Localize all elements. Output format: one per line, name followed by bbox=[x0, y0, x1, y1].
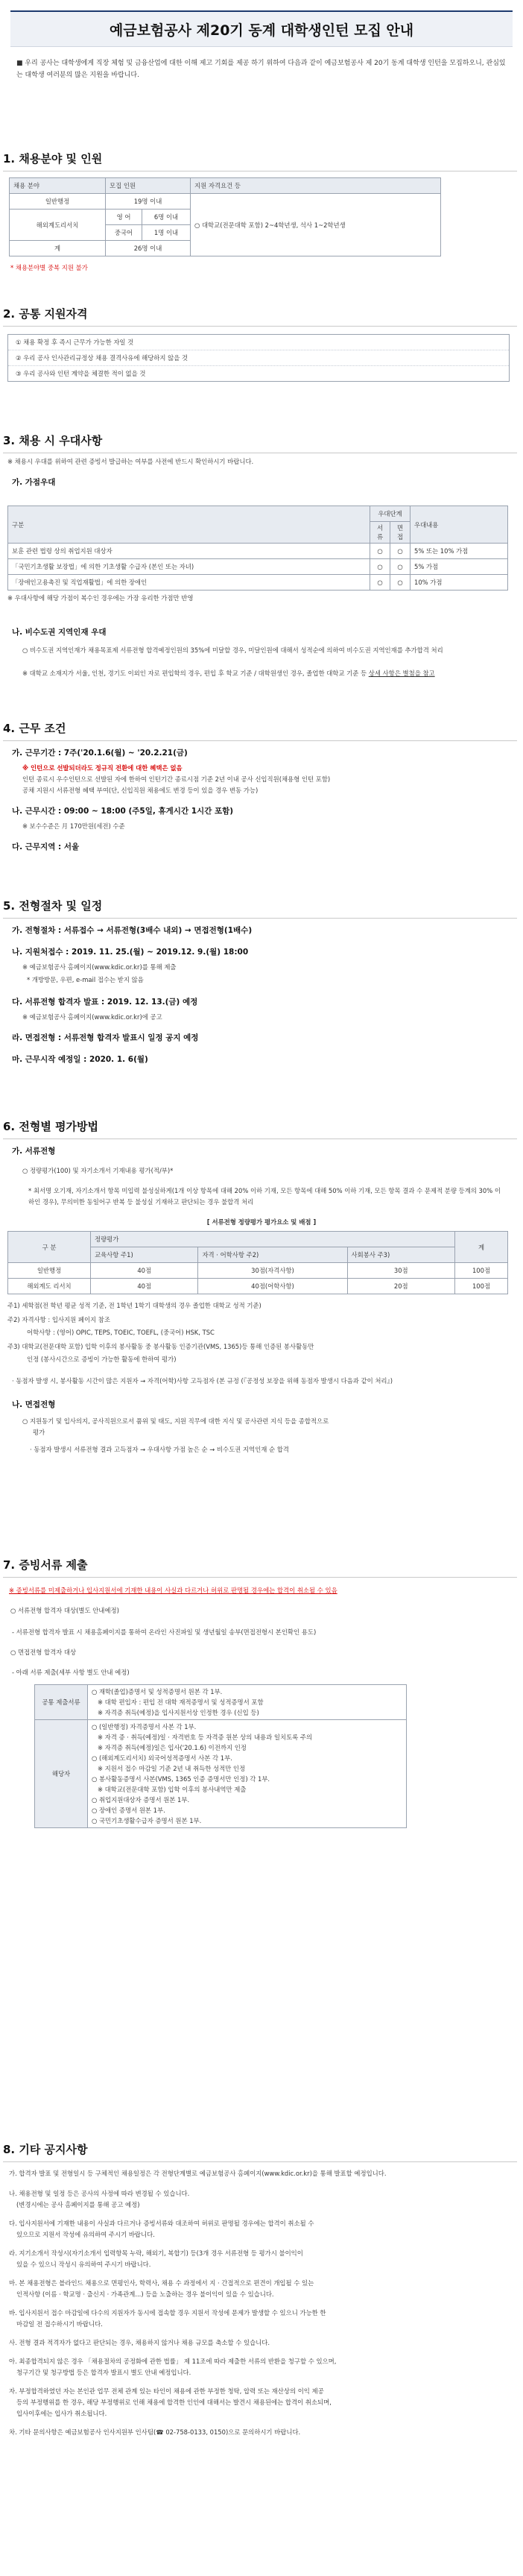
process-steps: 가. 전형절차 : 서류접수 → 서류전형(3배수 내외) → 면접전형(1배수) bbox=[12, 926, 253, 935]
tie-break-note: · 동점자 발생시 서류전형 결과 고득점자 → 우대사항 가점 높은 순 → 비수도권 지역인재 순 합격 bbox=[30, 1446, 289, 1453]
section-preferences bbox=[0, 432, 523, 679]
list-item: ※ 대학 편입자 : 편입 전 대학 재적증명서 및 성적증명서 포함 bbox=[98, 1698, 264, 1706]
list-item: ※ 대학교(전문대학 포함) 입학 이후의 봉사내역만 제출 bbox=[98, 1786, 247, 1793]
section-heading: 1. 채용분야 및 인원 bbox=[3, 151, 517, 171]
table-row bbox=[8, 559, 508, 575]
section-heading: 6. 전형별 평가방법 bbox=[3, 1118, 517, 1139]
positions-table bbox=[9, 177, 441, 256]
note-line: 인턴 종료시 우수인턴으로 선발된 자에 한하여 인턴기간 종료시점 기준 2년 이내 공사 신입직원(채용형 인턴 포함) bbox=[22, 775, 331, 783]
notice-item: 차. 기타 문의사항은 예금보험공사 인사지원부 인사팀(☎ 02-758-0133, 0150)으로 문의하시기 바랍니다. bbox=[9, 2428, 301, 2436]
notice-item: 있을 수 있으니 작성시 유의하여 주시기 바랍니다. bbox=[16, 2261, 151, 2268]
table-cell: ○ bbox=[390, 575, 411, 591]
note-text: ※ 대학교 소재지가 서울, 인천, 경기도 이외인 자로 편입학의 경우, 편입 후 학교 기준 / 대학원생인 경우, 졸업한 대학교 기준 등 bbox=[22, 670, 369, 677]
section-notices bbox=[0, 2141, 523, 2438]
interview-stage: 라. 면접전형 : 서류전형 합격자 발표시 일정 공지 예정 bbox=[12, 1033, 199, 1042]
table-header: 채용 분야 bbox=[10, 178, 106, 194]
note-line: * 개방방문, 우편, e-mail 접수는 받지 않음 bbox=[27, 976, 144, 983]
start-date: 마. 근무시작 예정일 : 2020. 1. 6(월) bbox=[12, 1055, 148, 1064]
subheading: 가. 서류전형 bbox=[12, 1147, 56, 1156]
table-header: 계 bbox=[455, 1232, 508, 1263]
section-heading: 5. 전형절차 및 일정 bbox=[3, 898, 517, 919]
table-cell: ○ bbox=[370, 544, 390, 559]
notice-item: 마. 본 채용전형은 블라인드 채용으로 면평인사, 학력사, 채용 수 과정에서 지 · 간접적으로 편견이 개입될 수 있는 bbox=[9, 2279, 314, 2287]
notice-item: 나. 채용전형 및 일정 등은 공사의 사정에 따라 변경될 수 있습니다. bbox=[9, 2190, 190, 2197]
note-line: ※ 예금보험공사 홈페이지(www.kdic.or.kr)를 통해 제출 bbox=[22, 963, 177, 971]
work-location: 다. 근무지역 : 서울 bbox=[12, 843, 80, 851]
doc-note: - 서류전형 합격자 발표 시 채용홈페이지를 통하여 온라인 사진파일 및 생년월일 송부(면접전형시 본인확인 용도) bbox=[12, 1628, 317, 1636]
table-note: ※ 우대사항에 해당 가점이 복수인 경우에는 가장 유리한 가점만 반영 bbox=[7, 594, 194, 602]
tie-break-note: · 동점자 발생 시, 봉사활동 시간이 많은 지원자 → 자격(어학)사항 고득점자 (본 규정 (『공정성 보장을 위해 동점자 발생시 다음과 같이 처리』) bbox=[12, 1377, 393, 1385]
section-qualifications bbox=[0, 306, 523, 382]
list-item: ※ 자격 증 · 취득(예정)일 · 자격번호 등 자격증 원본 상의 내용과 일치토록 주의 bbox=[98, 1733, 313, 1741]
table-cell: 5% 또는 10% 가점 bbox=[411, 544, 508, 559]
document-result: 다. 서류전형 합격자 발표 : 2019. 12. 13.(금) 예정 bbox=[12, 998, 198, 1007]
notice-item: 사. 전형 결과 적격자가 없다고 판단되는 경우, 채용하지 않거나 채용 규모를 축소할 수 있습니다. bbox=[9, 2339, 270, 2346]
notice-item: 라. 지기소개서 작성시(자기소개서 입력항목 누락, 해외기, 복합기) 등(3개 경우 서류전형 등 평가시 불이익이 bbox=[9, 2249, 303, 2257]
table-cell: 1명 이내 bbox=[142, 225, 191, 241]
list-item: ③ 우리 공사와 인턴 계약을 체결한 적이 없을 것 bbox=[8, 365, 509, 381]
list-item: ○ 봉사활동증명서 사본(VMS, 1365 인증 증명서만 인정) 각 1부. bbox=[92, 1775, 270, 1783]
note-line: 주2) 자격사항 : 입사지원 페이지 참조 bbox=[7, 1316, 110, 1323]
table-header: 교육사항 주1) bbox=[91, 1247, 198, 1263]
list-item: ② 우리 공사 인사관리규정상 채용 결격사유에 해당하지 않을 것 bbox=[8, 350, 509, 365]
regional-note bbox=[22, 668, 505, 679]
table-cell: 30점(자격사항) bbox=[198, 1263, 347, 1279]
intro-text: ■ 우리 공사는 대학생에게 직장 체험 및 금융산업에 대한 이해 제고 기회를 제공 하기 위하여 다음과 같이 예금보험공사 제 20기 동계 대학생 인턴을 모집하오니, 관심있는 대학생 여러분의 많은 지원을 바랍니다. bbox=[16, 60, 506, 79]
section-documents bbox=[0, 1557, 523, 1828]
table-header: 자격 · 어학사항 주2) bbox=[198, 1247, 347, 1263]
table-cell: 중국어 bbox=[106, 225, 142, 241]
interview-text: ○ 지원동기 및 입사의지, 공사직원으로서 품위 및 태도, 지원 직무에 대한 지식 및 공사관련 지식 등을 종합적으로 bbox=[22, 1417, 329, 1425]
duplicate-note: * 채용분야별 중복 지원 불가 bbox=[10, 264, 88, 271]
table-header: 우대단계 bbox=[370, 506, 411, 522]
table-cell: 10% 가점 bbox=[411, 575, 508, 591]
qualification-cell: ○ 대학교(전문대학 포함) 2~4학년생, 석사 1~2학년생 bbox=[191, 194, 441, 256]
table-cell: 20점 bbox=[347, 1279, 454, 1294]
doc-group: ○ 서류전형 합격자 대상(별도 안내예정) bbox=[10, 1607, 119, 1614]
table-cell: ○ bbox=[370, 575, 390, 591]
table-cell: 계 bbox=[10, 241, 106, 256]
documents-table bbox=[34, 1684, 407, 1828]
table-cell: 100점 bbox=[455, 1279, 508, 1294]
table-header: 정량평가 bbox=[91, 1232, 455, 1247]
section-heading: 4. 근무 조건 bbox=[3, 720, 517, 741]
section-heading: 8. 기타 공지사항 bbox=[3, 2141, 517, 2162]
table-cell: 40점 bbox=[91, 1279, 198, 1294]
table-cell: 19명 이내 bbox=[106, 194, 191, 210]
notice-item: 다. 입사지원서에 기재한 내용이 사실과 다르거나 증빙서류와 대조하여 허위로 판명될 경우에는 합격이 취소될 수 bbox=[9, 2220, 314, 2227]
list-item: ※ 자격증 취득(예정)을 입사지원서상 인정한 경우 (신입 등) bbox=[98, 1709, 259, 1716]
notice-item: 아. 최종합격되지 않은 경우 「채용절차의 공정화에 관한 법률」 제 11조에 따라 제출한 서류의 반환을 청구할 수 있으며, bbox=[9, 2358, 337, 2365]
notice-item: 가. 합격자 발표 및 전형일시 등 구체적인 채용일정은 각 전형단계별로 예금보험공사 홈페이지(www.kdic.or.kr)을 통해 발표할 예정입니다. bbox=[9, 2170, 387, 2177]
table-cell: 5% 가점 bbox=[411, 559, 508, 575]
table-row bbox=[35, 1685, 407, 1720]
work-period: 가. 근무기간 : 7주('20.1.6(월) ~ '20.2.21(금) bbox=[12, 749, 188, 758]
table-row bbox=[8, 1263, 508, 1279]
list-item: ○ 장애인 증명서 원본 1부. bbox=[92, 1807, 165, 1814]
table-row bbox=[35, 1720, 407, 1828]
table-row bbox=[8, 1279, 508, 1294]
table-header: 사회봉사 주3) bbox=[347, 1247, 454, 1263]
table-header: 서류 bbox=[370, 522, 390, 544]
work-hours: 나. 근무시간 : 09:00 ~ 18:00 (주5일, 휴게시간 1시간 포함) bbox=[12, 807, 234, 816]
table-row bbox=[8, 575, 508, 591]
list-item: ○ 국민기초생활수급자 증명서 원본 1부. bbox=[92, 1817, 202, 1824]
subheading: 나. 비수도권 지역인재 우대 bbox=[12, 628, 107, 637]
eval-note: * 최서명 오기재, 자기소개서 항목 미입력 불성실하게(1개 이상 항목에 대해 20% 이하 기재, 모든 항목에 대해 50% 이하 기재, 모든 항목 결과 수 문제적 분량 등계의 30% 이하인 경우), 무의미한 동일어구 반복 등 불성실 기재하고 판단되는 경우 불합격 처리 bbox=[28, 1187, 501, 1206]
table-cell: 보훈 관련 법령 상의 취업지원 대상자 bbox=[8, 544, 370, 559]
application-period: 나. 지원처접수 : 2019. 11. 25.(월) ~ 2019.12. 9.(월) 18:00 bbox=[12, 948, 249, 957]
bonus-table bbox=[7, 506, 508, 591]
note-line: 인정 (봉사시간으로 증빙이 가능한 활동에 한하여 평가) bbox=[27, 1355, 177, 1363]
interview-text: 평가 bbox=[33, 1429, 45, 1436]
note-line: 공채 지원시 서류전형 혜택 부여(단, 신입직원 채용에도 변경 등이 있을 경우 변동 가능) bbox=[22, 787, 259, 794]
salary-note: ※ 보수수준은 月 170만원(세전) 수준 bbox=[22, 822, 125, 830]
qualification-box bbox=[7, 334, 510, 382]
scoring-table bbox=[7, 1231, 508, 1294]
table-cell: 40점(어학사항) bbox=[198, 1279, 347, 1294]
table-cell: 해외계도리서치 bbox=[10, 210, 106, 241]
subheading: 나. 면접전형 bbox=[12, 1400, 56, 1409]
list-item: ※ 자격증 취득(예정)일은 입사('20.1.6) 이전까지 인정 bbox=[98, 1744, 247, 1751]
table-cell: 100점 bbox=[455, 1263, 508, 1279]
table-cell: 해외계도 리서치 bbox=[8, 1279, 91, 1294]
no-conversion-note: ※ 인턴으로 선발되더라도 정규직 전환에 대한 혜택은 없음 bbox=[22, 764, 183, 772]
list-item: ○ 취업지원대상자 증명서 원본 1부. bbox=[92, 1796, 190, 1804]
preferences-intro: ※ 채용시 우대를 위하여 관련 증빙서 발급하는 여부를 사전에 반드시 확인하시기 바랍니다. bbox=[7, 458, 254, 465]
list-item: ○ (일반행정) 자격증명서 사본 각 1부. bbox=[92, 1723, 197, 1731]
section-positions bbox=[0, 151, 523, 274]
table-cell: 6명 이내 bbox=[142, 210, 191, 225]
note-line: ※ 예금보험공사 홈페이지(www.kdic.or.kr)에 공고 bbox=[22, 1013, 162, 1021]
note-line: 주1) 세학점(전 학년 평균 성적 기준, 전 1학년 1학기 대학생의 경우 졸업한 대학교 성적 기준) bbox=[7, 1302, 262, 1309]
list-item: ○ 재학(졸업)증명서 및 성적증명서 원본 각 1부. bbox=[92, 1688, 223, 1695]
section-heading: 2. 공통 지원자격 bbox=[3, 306, 517, 327]
warning-text: ※ 증빙서류를 미제출하거나 입사지원서에 기재한 내용이 사실과 다르거나 허위로 판명될 경우에는 합격이 취소될 수 있음 bbox=[9, 1587, 337, 1594]
table-cell: ○ bbox=[390, 544, 411, 559]
table-header: 모집 인원 bbox=[106, 178, 191, 194]
list-item: ① 채용 확정 후 즉시 근무가 가능한 자일 것 bbox=[16, 338, 134, 346]
table-cell: 30점 bbox=[347, 1263, 454, 1279]
section-heading: 3. 채용 시 우대사항 bbox=[3, 432, 517, 453]
section-conditions bbox=[0, 720, 523, 852]
section-heading: 7. 증빙서류 제출 bbox=[3, 1557, 517, 1578]
notice-item: 자. 부정합격하였던 자는 본인관 업무 전체 관계 있는 타인이 채용에 관한 부정한 청탁, 압력 또는 재산상의 이익 제공 bbox=[9, 2387, 324, 2395]
list-item: ○ (해외계도리서치) 외국어성적증명서 사본 각 1부. bbox=[92, 1754, 232, 1762]
table-header: 지원 자격요건 등 bbox=[191, 178, 441, 194]
regional-text: ○ 비수도권 지역인재가 채용목표제 서류전형 합격예정인원의 35%에 미달할 경우, 미달인원에 대해서 성적순에 의하여 비수도권 지역인재를 추가합격 처리 bbox=[22, 646, 443, 654]
table-cell: 영 어 bbox=[106, 210, 142, 225]
table-header: 공통 제출서류 bbox=[35, 1685, 88, 1720]
subheading: 가. 가점우대 bbox=[12, 478, 56, 487]
table-cell: ○ bbox=[390, 559, 411, 575]
notice-item: 마감일 전 접수하시기 바랍니다. bbox=[16, 2320, 103, 2328]
page-title: 예금보험공사 제20기 동계 대학생인턴 모집 안내 bbox=[109, 22, 414, 39]
notice-item: 인적사항 (이름 · 학교명 · 출신지 · 가족관계...) 등을 노출하는 경우 불이익이 있을 수 있습니다. bbox=[16, 2290, 274, 2298]
section-evaluation bbox=[0, 1118, 523, 1455]
table-row bbox=[8, 544, 508, 559]
note-line: 주3) 대학교(전문대학 포함) 입학 이후의 봉사활동 중 봉사활동 인증기관(VMS, 1365)등 통해 인증된 봉사활동만 bbox=[7, 1343, 314, 1350]
table-cell: ○ bbox=[370, 559, 390, 575]
table-header: 면접 bbox=[390, 522, 411, 544]
documents-warning bbox=[9, 1585, 505, 1596]
notice-item: 바. 입사지원서 접수 마감일에 다수의 지원자가 동시에 접속할 경우 지원서 작성에 문제가 발생할 수 있으니 가능한 한 bbox=[9, 2309, 326, 2317]
underlined-text: 상세 사항은 별첨을 참고 bbox=[368, 670, 435, 677]
table-cell: 일반행정 bbox=[8, 1263, 91, 1279]
note-line: 어학사항 : (영어) OPIC, TEPS, TOEIC, TOEFL, (중국어) HSK, TSC bbox=[27, 1329, 215, 1336]
title-bar bbox=[10, 10, 513, 47]
notice-item: (변경시에는 공사 홈페이지를 통해 공고 예정) bbox=[16, 2201, 140, 2208]
doc-group: ○ 면접전형 합격자 대상 bbox=[10, 1648, 77, 1656]
table-header: 해당자 bbox=[35, 1720, 88, 1828]
table-header: 구 분 bbox=[8, 1232, 91, 1263]
notice-item: 입사이후에는 입사가 취소됩니다. bbox=[16, 2410, 107, 2417]
table-cell: 일반행정 bbox=[10, 194, 106, 210]
table-cell: 「국민기초생활 보장법」에 의한 기초생활 수급자 (본인 또는 자녀) bbox=[8, 559, 370, 575]
table-header: 우대내용 bbox=[411, 506, 508, 544]
notice-item: 청구기간 및 청구방법 등은 합격자 발표시 별도 안내 예정입니다. bbox=[16, 2369, 191, 2376]
table-cell: 26명 이내 bbox=[106, 241, 191, 256]
table-header: 구분 bbox=[8, 506, 370, 544]
table-cell: 「장애인고용촉진 및 직업재활법」에 의한 장애인 bbox=[8, 575, 370, 591]
eval-text: ○ 정량평가(100) 및 자기소개서 기재내용 평가(적/부)* bbox=[22, 1167, 174, 1174]
notice-item: 있으므로 지원서 작성에 유의하여 주시기 바랍니다. bbox=[16, 2231, 155, 2238]
table-cell: 40점 bbox=[91, 1263, 198, 1279]
section-process bbox=[0, 898, 523, 1065]
notice-item: 등의 부정행위를 한 경우, 해당 부정행위로 인해 채용에 합격한 인인에 대해서는 발견시 채용된에는 합격이 취소되며, bbox=[16, 2399, 332, 2406]
table-caption: [ 서류전형 정량평가 평가요소 및 배점 ] bbox=[206, 1218, 317, 1226]
doc-note: - 아래 서류 제출(세부 사항 별도 안내 예정) bbox=[12, 1669, 130, 1676]
table-row bbox=[10, 194, 441, 210]
list-item: ※ 지원서 접수 마감일 기준 2년 내 취득한 성적만 인정 bbox=[98, 1765, 246, 1772]
